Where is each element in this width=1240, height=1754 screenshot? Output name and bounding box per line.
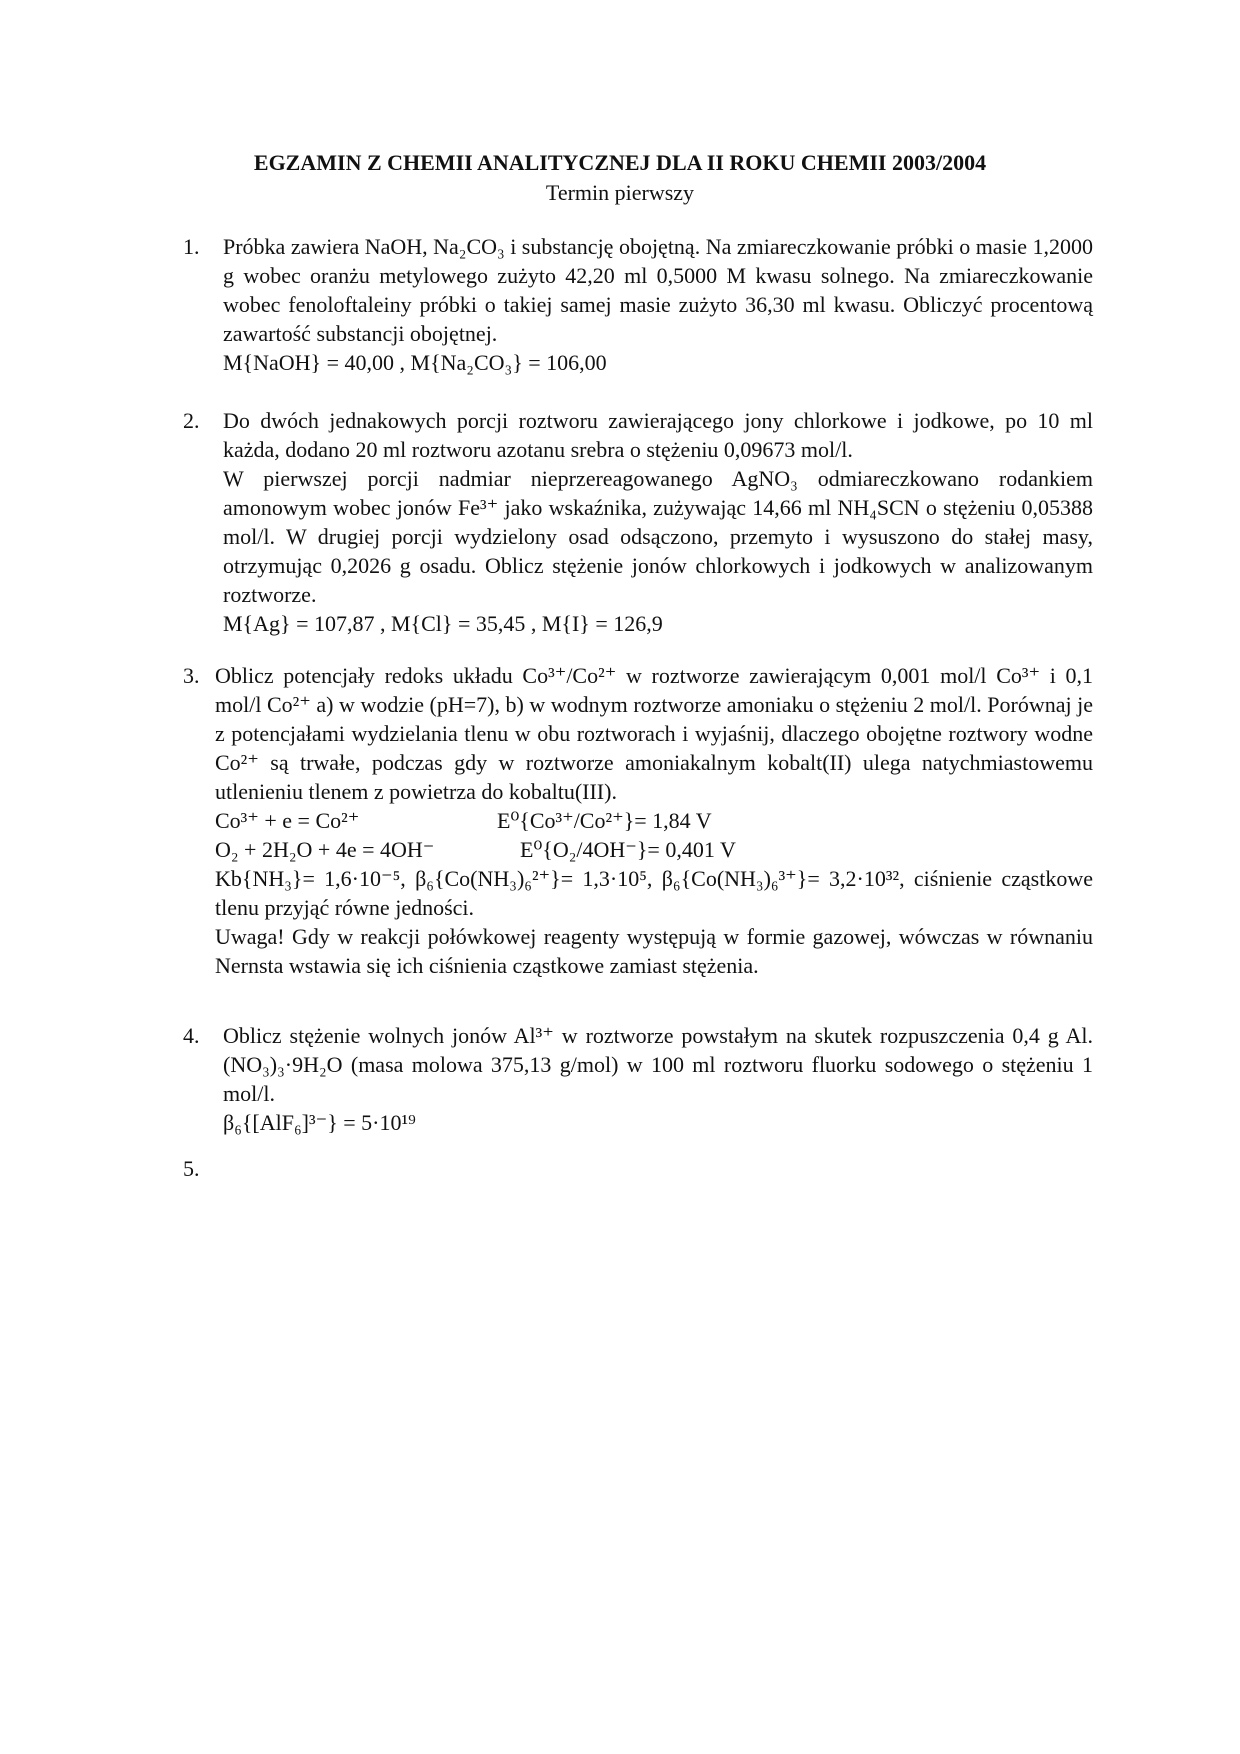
question-4 [183,1021,1093,1137]
question-text-procedure: W pierwszej porcji nadmiar nieprzereagowanego AgNO₃ odmiareczkowano rodankiem amonowym wobec jonów Fe³⁺ jako wskaźnika, zużywając 14,66 ml NH₄SCN o stężeniu 0,05388 mol/l. W drugiej porcji wydzielony osad odsączono, przemyto i wysuszono do stałej masy, otrzymując 0,2026 g osadu. Oblicz stężenie jonów chlorkowych i jodkowych w analizowanym roztworze. [223,466,1093,607]
question-text: Oblicz potencjały redoks układu Co³⁺/Co²⁺ w roztworze zawierającym 0,001 mol/l Co³⁺ i 0,1 mol/l Co²⁺ a) w wodzie (pH=7), b) w wodnym roztworze amoniaku o stężeniu 2 mol/l. Porównaj je z potencjałami wydzielania tlenu w obu roztworach i wyjaśnij, dlaczego obojętne roztwory wodne Co²⁺ są trwałe, podczas gdy w roztworze amoniakalnym kobalt(II) ulega natychmiastowemu utlenieniu tlenem z powietrza do kobaltu(III). [215,663,1093,804]
molar-mass-line: M{NaOH} = 40,00 , M{Na₂CO₃} = 106,00 [223,350,607,375]
exam-subtitle: Termin pierwszy [545,180,695,205]
molar-mass-line: M{Ag} = 107,87 , M{Cl} = 35,45 , M{I} = 126,9 [223,611,663,636]
question-text: Próbka zawiera NaOH, Na₂CO₃ i substancję obojętną. Na zmiareczkowanie próbki o masie 1,2000 g wobec oranżu metylowego zużyto 42,20 ml 0,5000 M kwasu solnego. Na zmiareczkowanie wobec fenoloftaleiny próbki o takiej samej masie zużyto 36,30 ml kwasu. Obliczyć procentową zawartość substancji obojętnej. [223,234,1094,346]
question-number: 1. [183,234,200,259]
standard-potential: E⁰{O₂/4OH⁻}= 0,401 V [520,837,736,862]
half-reaction: Co³⁺ + e = Co²⁺ [215,808,360,833]
question-number: 2. [183,408,200,433]
reaction-row-1 [215,806,1093,835]
question-number: 4. [183,1023,200,1048]
question-text-intro: Do dwóch jednakowych porcji roztworu zawierającego jony chlorkowe i jodkowe, po 10 ml każda, dodano 20 ml roztworu azotanu srebra o stężeniu 0,09673 mol/l. [223,408,1093,462]
question-3 [183,661,1093,980]
stability-constant-line: β₆{[AlF₆]³⁻} = 5·10¹⁹ [223,1110,416,1135]
constants-text: Kb{NH₃}= 1,6·10⁻⁵, β₆{Co(NH₃)₆²⁺}= 1,3·10⁵, β₆{Co(NH₃)₆³⁺}= 3,2·10³², ciśnienie cząstkowe tlenu przyjąć równe jedności. [215,866,1093,920]
note-text: Uwaga! Gdy w reakcji połówkowej reagenty występują w formie gazowej, wówczas w równaniu Nernsta wstawia się ich ciśnienia cząstkowe zamiast stężenia. [215,924,1093,978]
exam-title: EGZAMIN Z CHEMII ANALITYCZNEJ DLA II ROKU CHEMII 2003/2004 [253,150,987,175]
half-reaction: O₂ + 2H₂O + 4e = 4OH⁻ [215,837,435,862]
question-1 [183,232,1093,377]
question-text: Oblicz stężenie wolnych jonów Al³⁺ w roztworze powstałym na skutek rozpuszczenia 0,4 g Al.(NO₃)₃·9H₂O (masa molowa 375,13 g/mol) w 100 ml roztworu fluorku sodowego o stężeniu 1 mol/l. [223,1023,1093,1106]
reaction-row-2 [215,835,1093,864]
question-2 [183,406,1093,638]
question-number: 3. [183,663,200,688]
standard-potential: E⁰{Co³⁺/Co²⁺}= 1,84 V [497,808,712,833]
question-number: 5. [183,1156,200,1181]
